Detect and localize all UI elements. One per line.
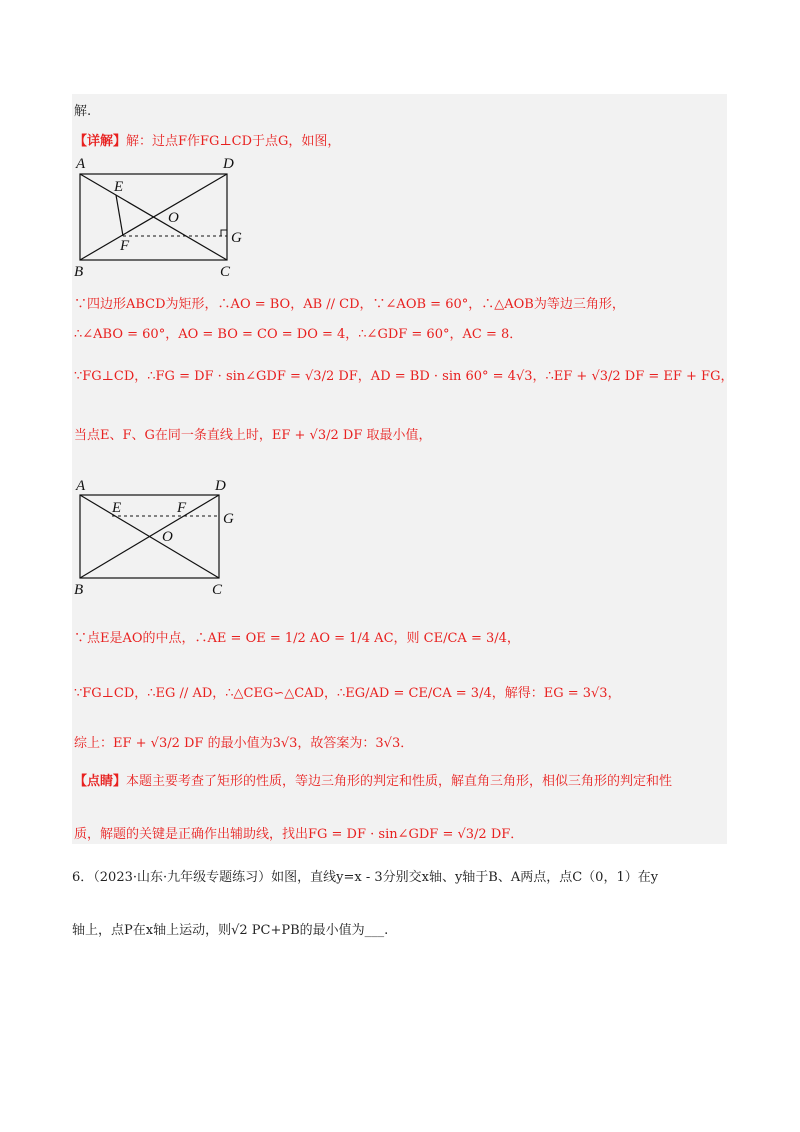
detail-text: 解：过点F作FG⊥CD于点G，如图， [126,134,341,149]
fig2-label-c: C [212,582,223,598]
fig2-label-a: A [76,478,86,494]
fig1-label-b: B [74,264,84,280]
fig1-label-a: A [76,156,86,172]
fig2-label-g: G [223,511,234,527]
proof-line-6: ∵FG⊥CD，∴EG // AD，∴△CEG∽△CAD，∴EG/AD = CE/CA = 3/4，解得：EG = 3√3， [74,686,621,701]
proof-line-1: ∵四边形ABCD为矩形，∴AO = BO，AB // CD，∵∠AOB = 60°，∴△AOB为等边三角形， [74,297,625,312]
fig1-label-g: G [231,230,242,246]
fig2-label-f: F [177,500,187,516]
proof-line-3: ∵FG⊥CD，∴FG = DF · sin∠GDF = √3/2 DF，AD = BD · sin 60° = 4√3，∴EF + √3/2 DF = EF + FG， [74,369,734,384]
proof-line-2: ∴∠ABO = 60°，AO = BO = CO = DO = 4，∴∠GDF = 60°，AC = 8． [74,327,523,342]
fig1-label-o: O [168,210,179,226]
comment-line-1 [74,770,672,789]
fig1-label-f: F [120,238,130,254]
detail-line [74,130,340,149]
figure-2 [72,478,272,603]
problem-line-2: 轴上，点P在x轴上运动，则√2 PC+PB的最小值为___. [72,923,389,938]
proof-line-7: 综上：EF + √3/2 DF 的最小值为3√3，故答案为：3√3． [74,736,414,751]
problem-line-1: 6．（2023·山东·九年级专题练习）如图，直线y=x - 3分别交x轴、y轴于B、A两点，点C（0，1）在y [72,870,659,885]
figure-1 [72,152,272,282]
fig2-label-e: E [112,500,122,516]
comment-tag: 【点睛】 [74,774,127,789]
comment-text-1: 本题主要考查了矩形的性质，等边三角形的判定和性质，解直角三角形，相似三角形的判定和性 [126,774,673,789]
comment-line-2: 质，解题的关键是正确作出辅助线，找出FG = DF · sin∠GDF = √3/2 DF． [74,827,524,842]
fig1-label-e: E [114,179,124,195]
intro-line: 解. [74,104,92,119]
fig2-label-b: B [74,582,84,598]
proof-line-5: ∵点E是AO的中点，∴AE = OE = 1/2 AO = 1/4 AC，则 CE/CA = 3/4， [74,631,520,646]
detail-tag: 【详解】 [74,134,127,149]
fig1-label-c: C [220,264,231,280]
fig2-label-d: D [215,478,226,494]
fig1-label-d: D [223,156,234,172]
fig2-label-o: O [162,529,173,545]
proof-line-4: 当点E、F、G在同一条直线上时，EF + √3/2 DF 取最小值， [74,428,432,443]
